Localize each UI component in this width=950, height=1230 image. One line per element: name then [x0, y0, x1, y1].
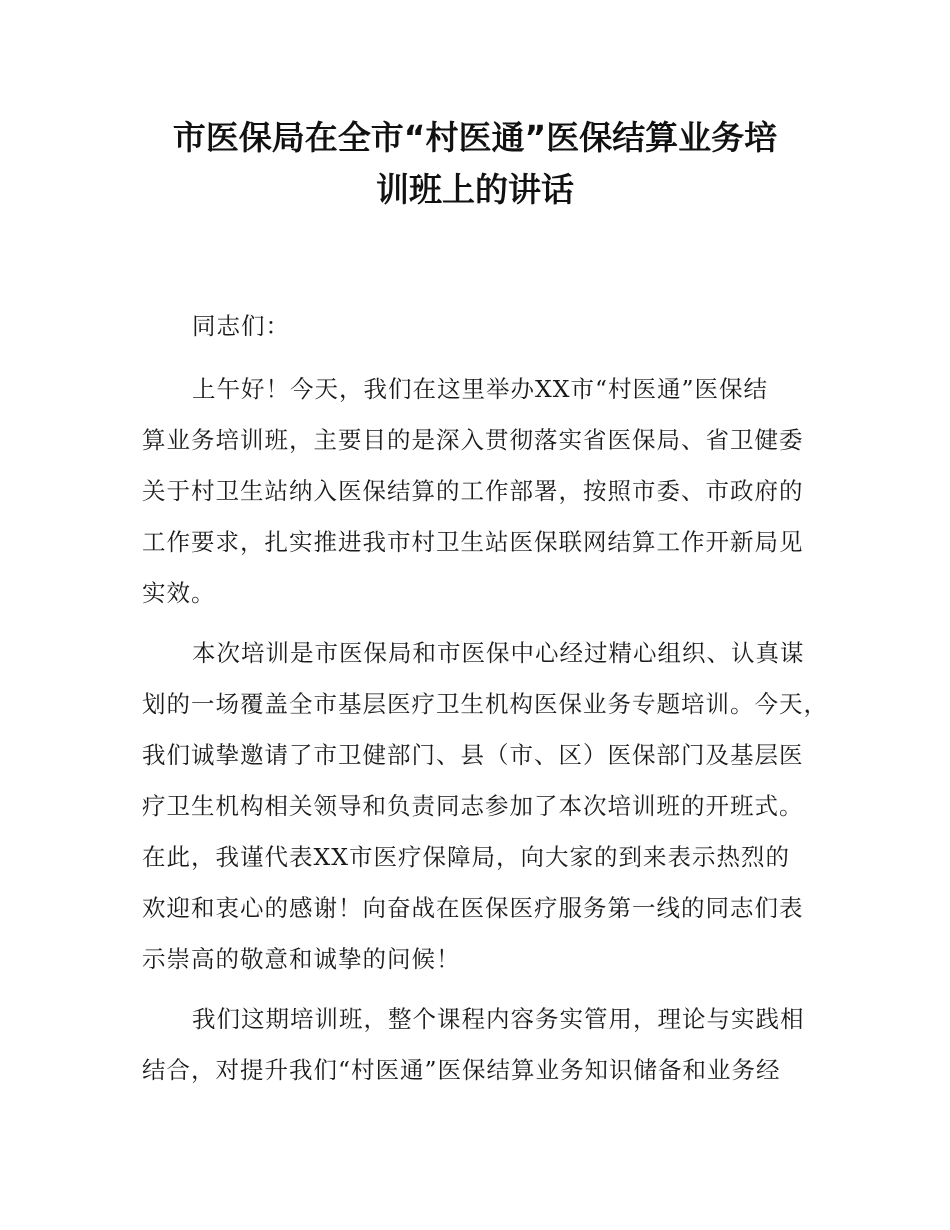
paragraph-line: 实效。 [142, 579, 216, 607]
title-line: 训班上的讲话 [376, 170, 574, 209]
paragraph-line: 划的一场覆盖全市基层医疗卫生机构医保业务专题培训。今天， [142, 690, 828, 718]
salutation [142, 301, 822, 352]
paragraph-line: 工作要求，扎实推进我市村卫生站医保联网结算工作开新局见 [142, 528, 804, 556]
paragraph-training [142, 628, 828, 985]
paragraph-line: 算业务培训班，主要目的是深入贯彻落实省医保局、省卫健委 [142, 426, 804, 454]
paragraph-line: 关于村卫生站纳入医保结算的工作部署，按照市委、市政府的 [142, 477, 804, 505]
paragraph-opening [142, 364, 822, 619]
paragraph-line: 本次培训是市医保局和市医保中心经过精心组织、认真谋 [192, 639, 805, 667]
paragraph-line: 示崇高的敬意和诚挚的问候！ [142, 945, 461, 973]
title-line: 市医保局在全市“村医通”医保结算业务培 [172, 118, 778, 157]
document-title [120, 112, 830, 216]
paragraph-line: 上午好！今天，我们在这里举办XX市“村医通”医保结 [192, 375, 768, 403]
paragraph-line: 疗卫生机构相关领导和负责同志参加了本次培训班的开班式。 [142, 792, 804, 820]
paragraph-line: 我们诚挚邀请了市卫健部门、县（市、区）医保部门及基层医 [142, 741, 804, 769]
paragraph-course [142, 994, 822, 1096]
salutation-text: 同志们： [192, 312, 290, 340]
paragraph-line: 我们这期培训班，整个课程内容务实管用，理论与实践相 [192, 1005, 805, 1033]
paragraph-line: 结合，对提升我们“村医通”医保结算业务知识储备和业务经 [142, 1056, 781, 1084]
paragraph-line: 在此，我谨代表XX市医疗保障局，向大家的到来表示热烈的 [142, 843, 790, 871]
paragraph-line: 欢迎和衷心的感谢！向奋战在医保医疗服务第一线的同志们表 [142, 894, 804, 922]
